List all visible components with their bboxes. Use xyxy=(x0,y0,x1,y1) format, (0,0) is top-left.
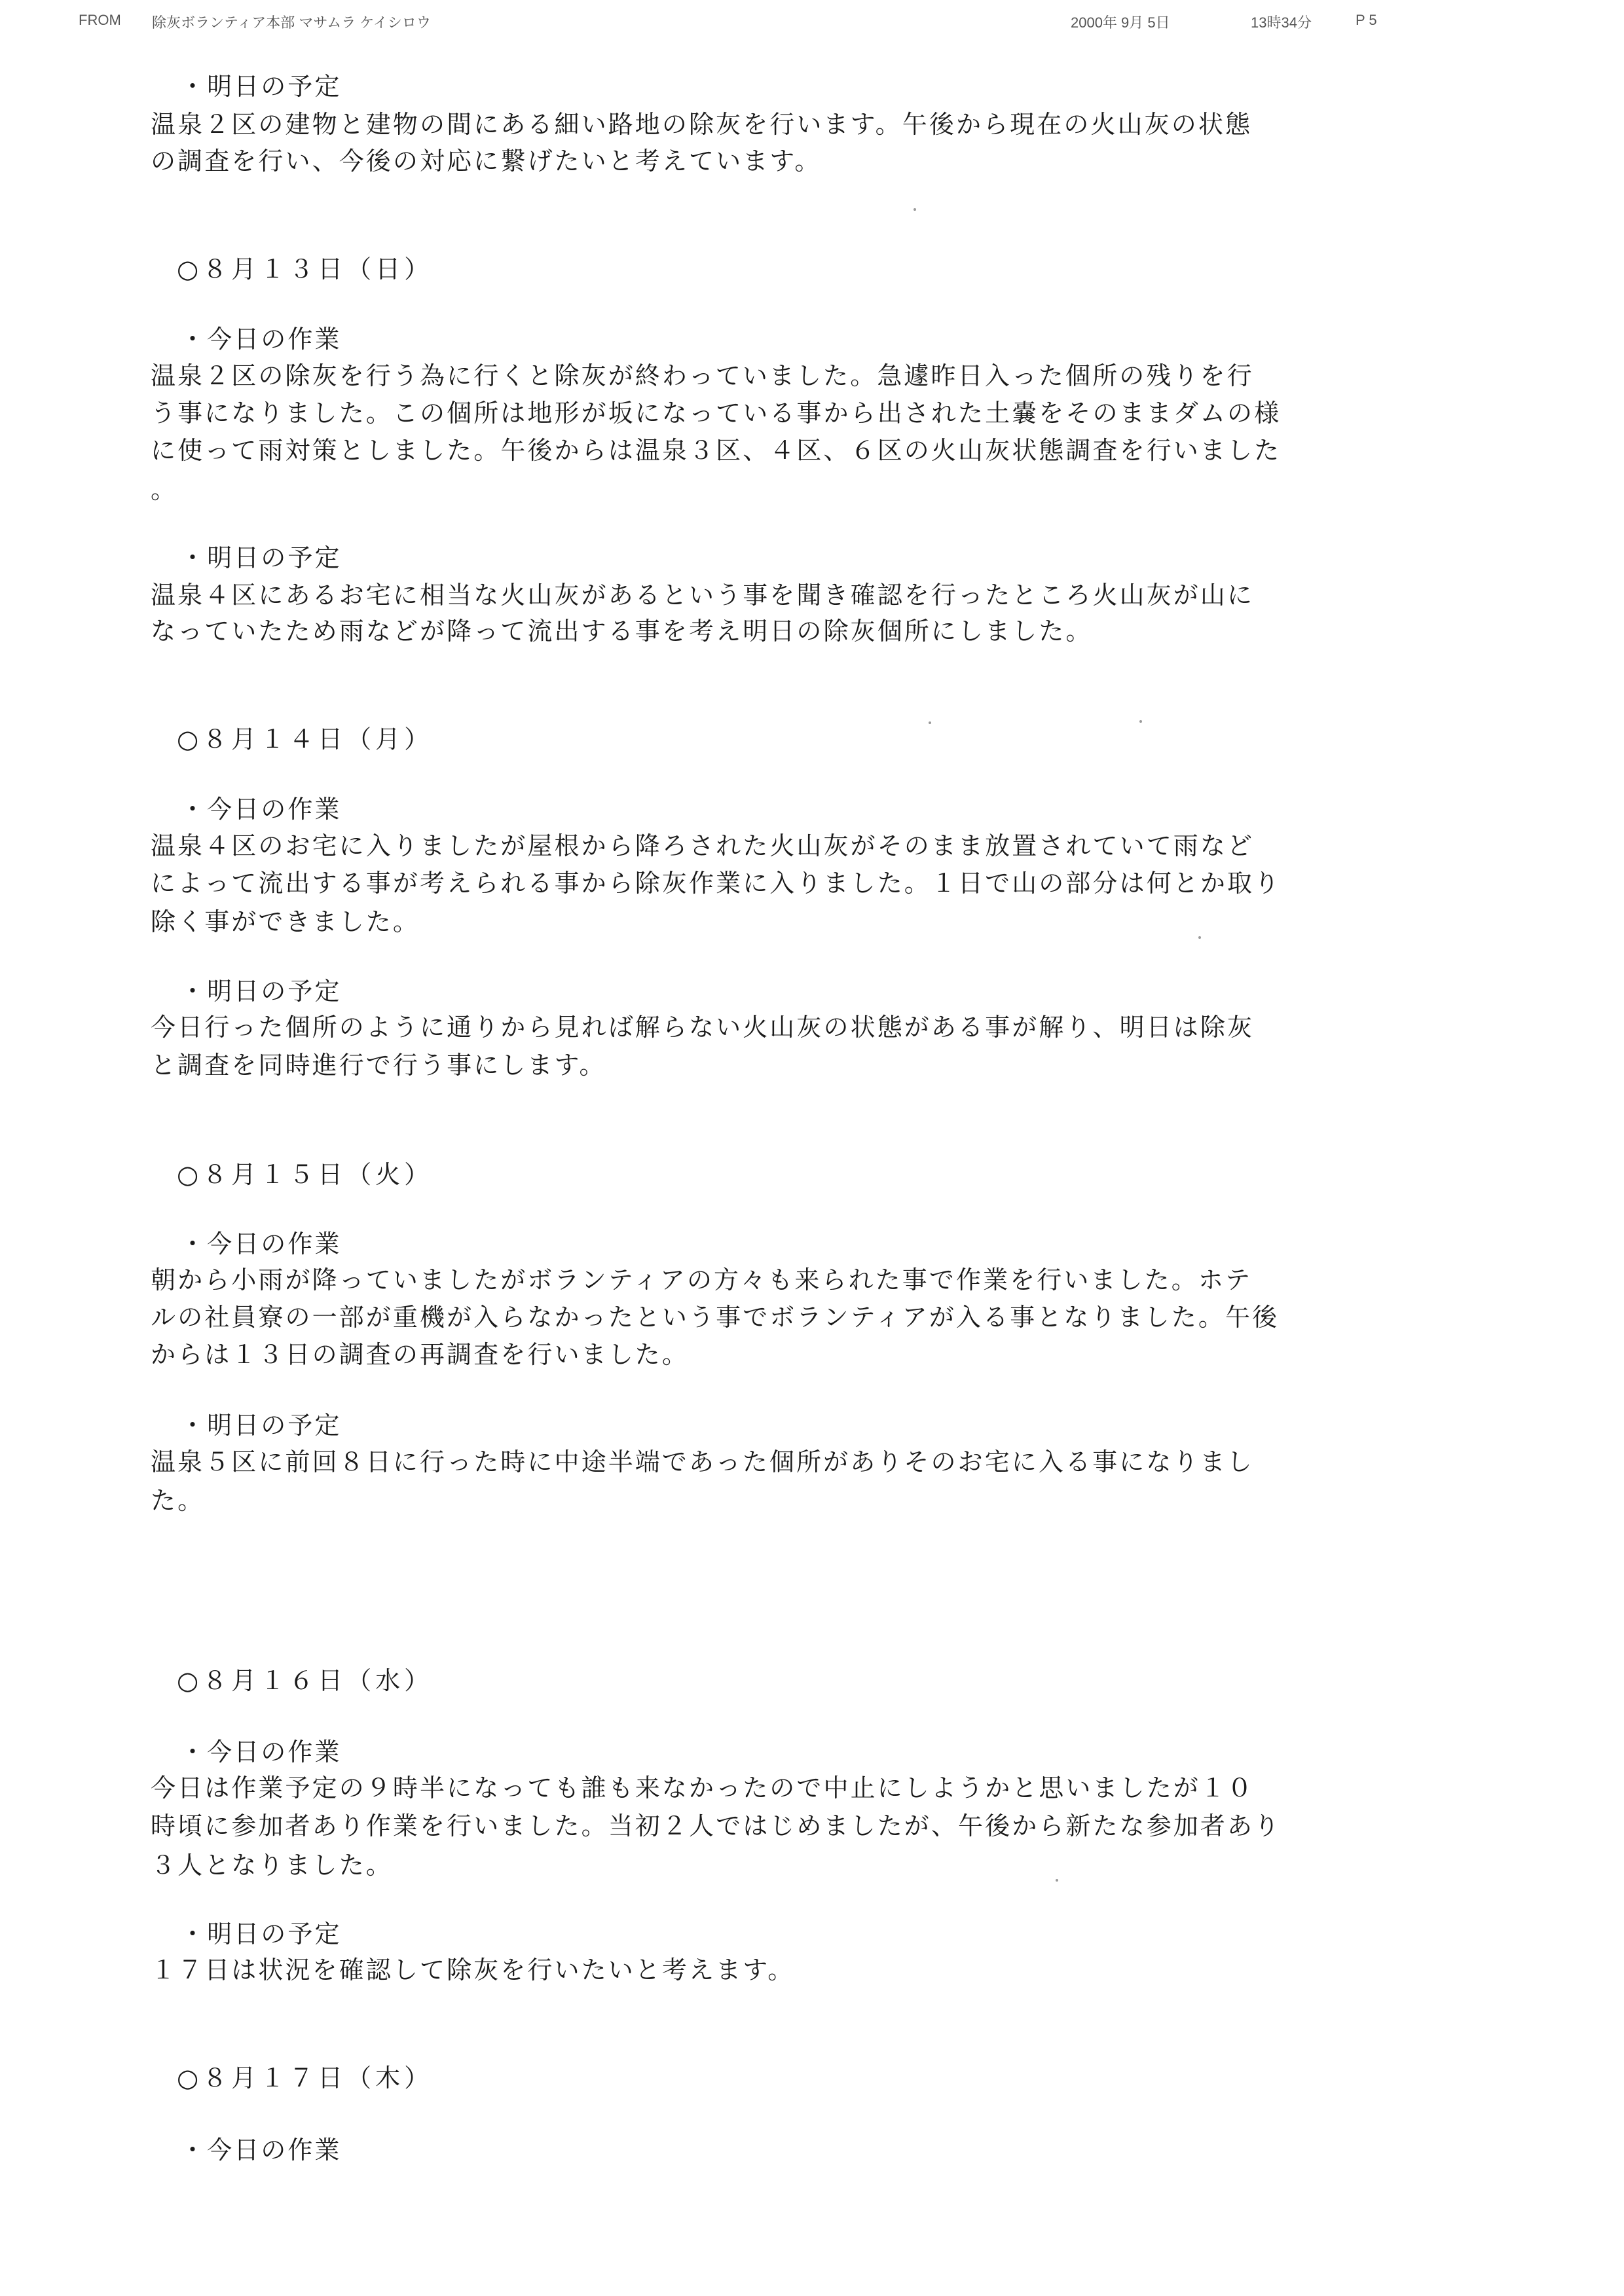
plan-line: 今日行った個所のように通りから見れば解らない火山灰の状態がある事が解り、明日は除灰 xyxy=(151,1013,1255,1042)
fax-time: 13時34分 xyxy=(1251,14,1312,31)
plan-line: 温泉２区の建物と建物の間にある細い路地の除灰を行います。午後から現在の火山灰の状態 xyxy=(151,110,1253,139)
date-heading-0817: ○８月１７日（木） xyxy=(177,2064,434,2092)
work-line: 。 xyxy=(151,475,178,504)
date-heading-0816: ○８月１６日（水） xyxy=(177,1666,434,1695)
work-line: 時頃に参加者あり作業を行いました。当初２人ではじめましたが、午後から新たな参加者あり xyxy=(151,1812,1282,1840)
work-line: からは１３日の調査の再調査を行いました。 xyxy=(151,1340,690,1369)
plan-heading: ・明日の予定 xyxy=(180,543,342,572)
scan-speck xyxy=(913,208,916,211)
plan-heading: ・明日の予定 xyxy=(180,72,342,101)
scan-speck xyxy=(929,721,931,724)
work-heading: ・今日の作業 xyxy=(180,1738,342,1766)
fax-from-label: FROM xyxy=(79,12,121,28)
work-line: に使って雨対策としました。午後からは温泉３区、４区、６区の火山灰状態調査を行いました xyxy=(151,436,1282,465)
work-line: ３人となりました。 xyxy=(151,1851,393,1880)
work-line: う事になりました。この個所は地形が坂になっている事から出された土嚢をそのままダムの様 xyxy=(151,399,1282,428)
date-heading-0813: ○８月１３日（日） xyxy=(177,255,434,283)
scan-speck xyxy=(1198,936,1201,939)
work-heading: ・今日の作業 xyxy=(180,795,342,824)
work-line: 今日は作業予定の９時半になっても誰も来なかったので中止にしようかと思いましたが１０ xyxy=(151,1774,1255,1802)
work-heading: ・今日の作業 xyxy=(180,325,342,354)
fax-sender: 除灰ボランティア本部 マサムラ ケイシロウ xyxy=(152,14,431,31)
plan-line: た。 xyxy=(151,1486,205,1515)
scan-speck xyxy=(1139,720,1142,723)
work-line: ルの社員寮の一部が重機が入らなかったという事でボランティアが入る事となりました。午後 xyxy=(151,1303,1280,1332)
plan-line: １７日は状況を確認して除灰を行いたいと考えます。 xyxy=(151,1956,795,1984)
work-line: 温泉２区の除灰を行う為に行くと除灰が終わっていました。急遽昨日入った個所の残りを行 xyxy=(151,361,1254,390)
date-heading-0814: ○８月１４日（月） xyxy=(177,725,434,754)
work-heading: ・今日の作業 xyxy=(180,2136,342,2164)
work-line: 除く事ができました。 xyxy=(151,907,420,936)
work-line: 温泉４区のお宅に入りましたが屋根から降ろされた火山灰がそのまま放置されていて雨など xyxy=(151,831,1255,860)
work-line: 朝から小雨が降っていましたがボランティアの方々も来られた事で作業を行いました。ホテ xyxy=(151,1266,1253,1294)
plan-line: なっていたため雨などが降って流出する事を考え明日の除灰個所にしました。 xyxy=(151,617,1093,646)
work-line: によって流出する事が考えられる事から除灰作業に入りました。１日で山の部分は何とか取り xyxy=(151,869,1282,898)
plan-line: と調査を同時進行で行う事にします。 xyxy=(151,1051,606,1080)
plan-heading: ・明日の予定 xyxy=(180,977,342,1006)
plan-heading: ・明日の予定 xyxy=(180,1411,342,1440)
fax-date: 2000年 9月 5日 xyxy=(1071,14,1170,31)
plan-line: 温泉４区にあるお宅に相当な火山灰があるという事を聞き確認を行ったところ火山灰が山に xyxy=(151,581,1255,610)
fax-page-number: P 5 xyxy=(1356,12,1377,28)
plan-line: 温泉５区に前回８日に行った時に中途半端であった個所がありそのお宅に入る事になりまし xyxy=(151,1448,1254,1476)
work-heading: ・今日の作業 xyxy=(180,1230,342,1258)
date-heading-0815: ○８月１５日（火） xyxy=(177,1160,434,1189)
plan-heading: ・明日の予定 xyxy=(180,1920,342,1948)
plan-line: の調査を行い、今後の対応に繋げたいと考えています。 xyxy=(151,147,822,175)
scan-speck xyxy=(1056,1879,1058,1882)
